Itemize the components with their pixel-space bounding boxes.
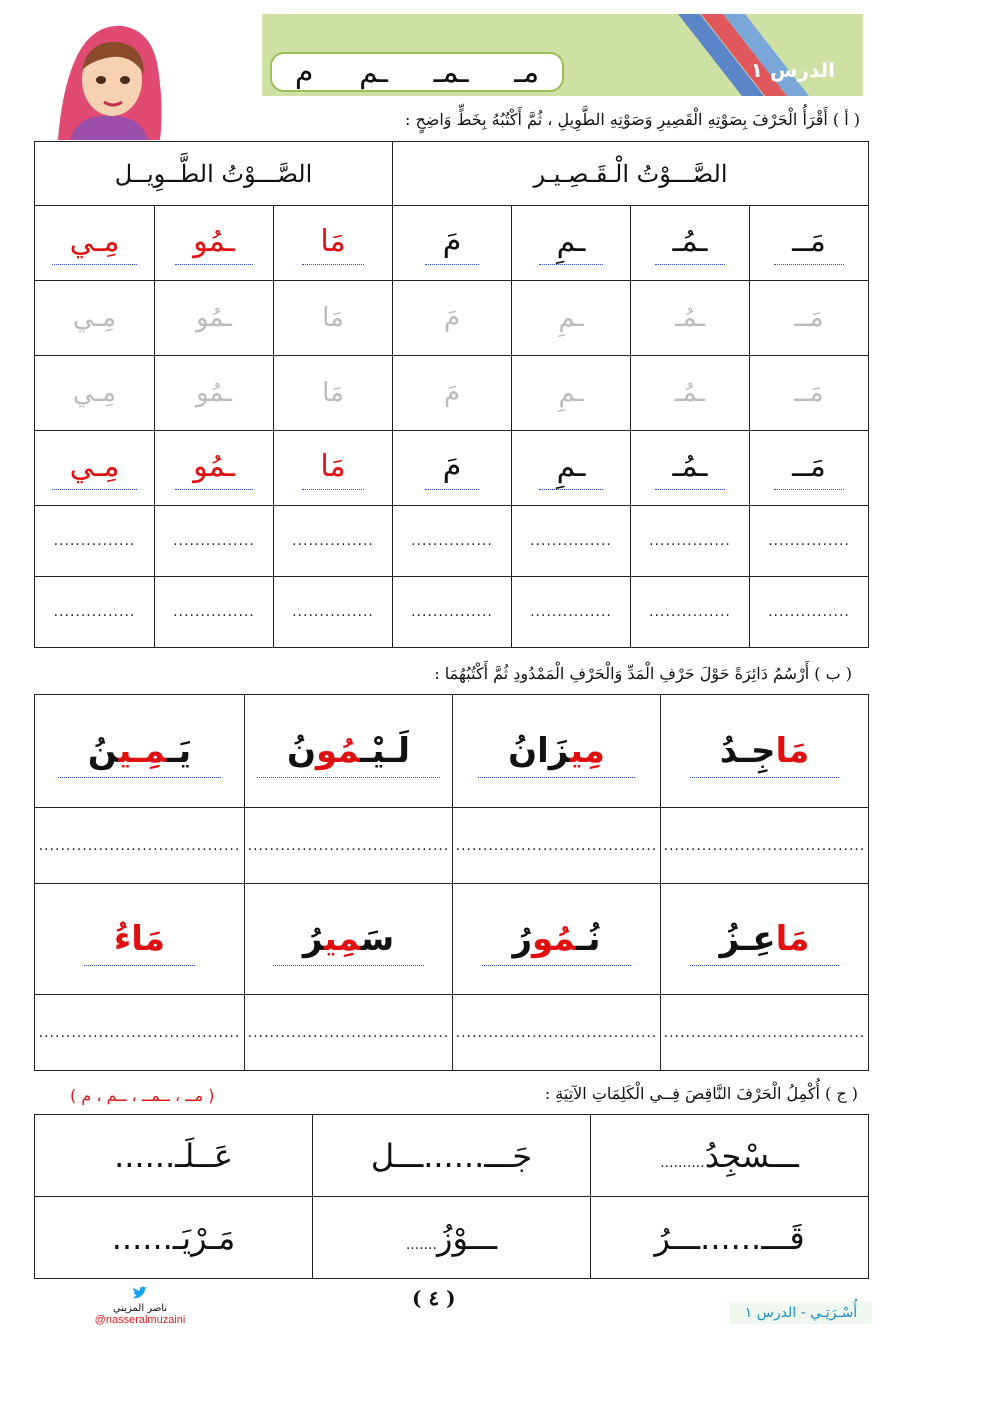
- lesson-banner: [262, 14, 863, 96]
- trace-cell[interactable]: مَ: [393, 281, 512, 356]
- table-row: [35, 1197, 869, 1279]
- table-row: [35, 577, 869, 648]
- word-cell: مَاعِـزُ: [690, 913, 840, 966]
- table-row: [35, 431, 869, 506]
- blank-line[interactable]: .....................................: [661, 995, 869, 1071]
- word-cell[interactable]: ـــوْزُ.......: [313, 1197, 591, 1279]
- table-row: [35, 281, 869, 356]
- letter-cell: مَــ: [774, 222, 844, 265]
- trace-cell[interactable]: مِـي: [35, 356, 155, 431]
- blank-line[interactable]: ...............: [631, 577, 750, 648]
- table-row: [35, 884, 869, 995]
- trace-cell[interactable]: ـمِ: [512, 281, 631, 356]
- blank-line[interactable]: ...............: [750, 577, 869, 648]
- letter-form: ـم: [359, 54, 388, 90]
- part-a-instruction: ( أ ) أَقْرَأُ الْحَرْفَ بِصَوْتِهِ الْقَصِيرِ وَصَوْتِهِ الطَّوِيلِ ، ثُمَّ أَكْتُبُهُ بِخَطٍّ وَاضِحٍ :: [404, 110, 860, 129]
- blank-line[interactable]: ...............: [393, 577, 512, 648]
- letter-cell: مَ: [425, 222, 480, 265]
- letter-cell: ـمُو: [175, 447, 253, 490]
- trace-cell[interactable]: مَا: [274, 356, 393, 431]
- blank-line[interactable]: ...............: [35, 506, 155, 577]
- blank-line[interactable]: .....................................: [35, 808, 245, 884]
- trace-cell[interactable]: ـمُو: [155, 356, 274, 431]
- letter-cell: مَــ: [774, 447, 844, 490]
- word-cell: مَاجِـدُ: [690, 725, 840, 778]
- trace-cell[interactable]: ـمُـ: [631, 356, 750, 431]
- letter-cell: مَا: [302, 222, 363, 265]
- twitter-icon: [132, 1286, 148, 1300]
- letter-cell: ـمُـ: [655, 447, 726, 490]
- trace-cell[interactable]: مَا: [274, 281, 393, 356]
- blank-line[interactable]: ...............: [512, 577, 631, 648]
- trace-cell[interactable]: مَــ: [750, 281, 869, 356]
- page-number: ( ٤ ): [412, 1286, 456, 1310]
- part-b-instruction: ( ب ) أَرْسُمُ دَائِرَةً حَوْلَ حَرْفِ الْمَدِّ وَالْحَرْفِ الْمَمْدُودِ ثُمَّ أَكْتُبُهُمَا :: [434, 664, 852, 683]
- part-c-table: [34, 1114, 869, 1279]
- trace-cell[interactable]: ـمِ: [512, 356, 631, 431]
- blank-line[interactable]: .....................................: [661, 808, 869, 884]
- blank-line[interactable]: ...............: [274, 577, 393, 648]
- letter-forms-box: [270, 52, 564, 92]
- word-cell: يَـمِـينُ: [58, 725, 221, 778]
- blank-line[interactable]: ...............: [631, 506, 750, 577]
- blank-line[interactable]: ...............: [393, 506, 512, 577]
- letter-cell: مِـي: [52, 447, 138, 490]
- blank-line[interactable]: .....................................: [453, 995, 661, 1071]
- header-long-sound: الصَّـــوْتُ الطَّــوِيــل: [35, 142, 393, 206]
- letter-cell: مَ: [425, 447, 480, 490]
- word-cell[interactable]: جَـــ......ـــل: [313, 1115, 591, 1197]
- blank-line[interactable]: ...............: [155, 506, 274, 577]
- author-name: ناصر المزيني: [112, 1303, 168, 1314]
- letter-cell: ـمِ: [539, 447, 604, 490]
- blank-line[interactable]: ...............: [274, 506, 393, 577]
- blank-line[interactable]: ...............: [155, 577, 274, 648]
- part-b-table: [34, 694, 869, 1071]
- word-cell: نُـمُورُ: [482, 913, 630, 966]
- word-cell: لَـيْـمُونُ: [257, 725, 440, 778]
- word-cell: مَاءُ: [84, 913, 195, 966]
- book-label: أُسْـرَتِـي - الدرس ١: [730, 1302, 872, 1324]
- word-cell: مِيزَانُ: [478, 725, 635, 778]
- trace-cell[interactable]: مِـي: [35, 281, 155, 356]
- table-row: [35, 808, 869, 884]
- blank-line[interactable]: .....................................: [245, 995, 453, 1071]
- blank-line[interactable]: ...............: [512, 506, 631, 577]
- trace-cell[interactable]: ـمُـ: [631, 281, 750, 356]
- letter-cell: مَا: [302, 447, 363, 490]
- blank-line[interactable]: .....................................: [453, 808, 661, 884]
- letter-cell: مِـي: [52, 222, 138, 265]
- letter-form: ـمـ: [433, 54, 469, 90]
- twitter-credit: [92, 1286, 188, 1326]
- letter-cell: ـمِ: [539, 222, 604, 265]
- lesson-label: الدرس ١: [750, 58, 835, 82]
- letter-cell: ـمُـ: [655, 222, 726, 265]
- blank-line[interactable]: ...............: [750, 506, 869, 577]
- trace-cell[interactable]: مَــ: [750, 356, 869, 431]
- table-row: [35, 1115, 869, 1197]
- letter-form: مـ: [514, 54, 540, 90]
- table-row: [35, 695, 869, 808]
- letter-cell: ـمُو: [175, 222, 253, 265]
- word-cell[interactable]: مَـرْيَـ......: [35, 1197, 313, 1279]
- letter-form: م: [294, 54, 314, 90]
- trace-cell[interactable]: ـمُو: [155, 281, 274, 356]
- girl-avatar-icon: [48, 18, 170, 140]
- table-row: [35, 206, 869, 281]
- blank-line[interactable]: .....................................: [245, 808, 453, 884]
- word-cell: سَمِيرُ: [273, 913, 424, 966]
- header-short-sound: الصَّـــوْتُ الْـقَـصِـيـر: [393, 142, 869, 206]
- twitter-handle[interactable]: @nasseralmuzaini: [94, 1314, 186, 1326]
- part-c-instruction: ( ج ) أُكْمِلُ الْحَرْفَ النَّاقِصَ فِــي الْكَلِمَاتِ الآتِيَةِ :: [544, 1084, 858, 1103]
- blank-line[interactable]: ...............: [35, 577, 155, 648]
- letter-options: ( مــ ، ــمــ ، ــم ، م ): [70, 1086, 215, 1105]
- table-row: [35, 995, 869, 1071]
- table-row: [35, 506, 869, 577]
- word-cell[interactable]: قَـــ......ـــرُ: [591, 1197, 869, 1279]
- word-cell[interactable]: عَــلَـ......: [35, 1115, 313, 1197]
- blank-line[interactable]: .....................................: [35, 995, 245, 1071]
- trace-cell[interactable]: مَ: [393, 356, 512, 431]
- word-cell[interactable]: ـــسْجِدُ..........: [591, 1115, 869, 1197]
- table-row: [35, 356, 869, 431]
- part-a-table: [34, 141, 869, 648]
